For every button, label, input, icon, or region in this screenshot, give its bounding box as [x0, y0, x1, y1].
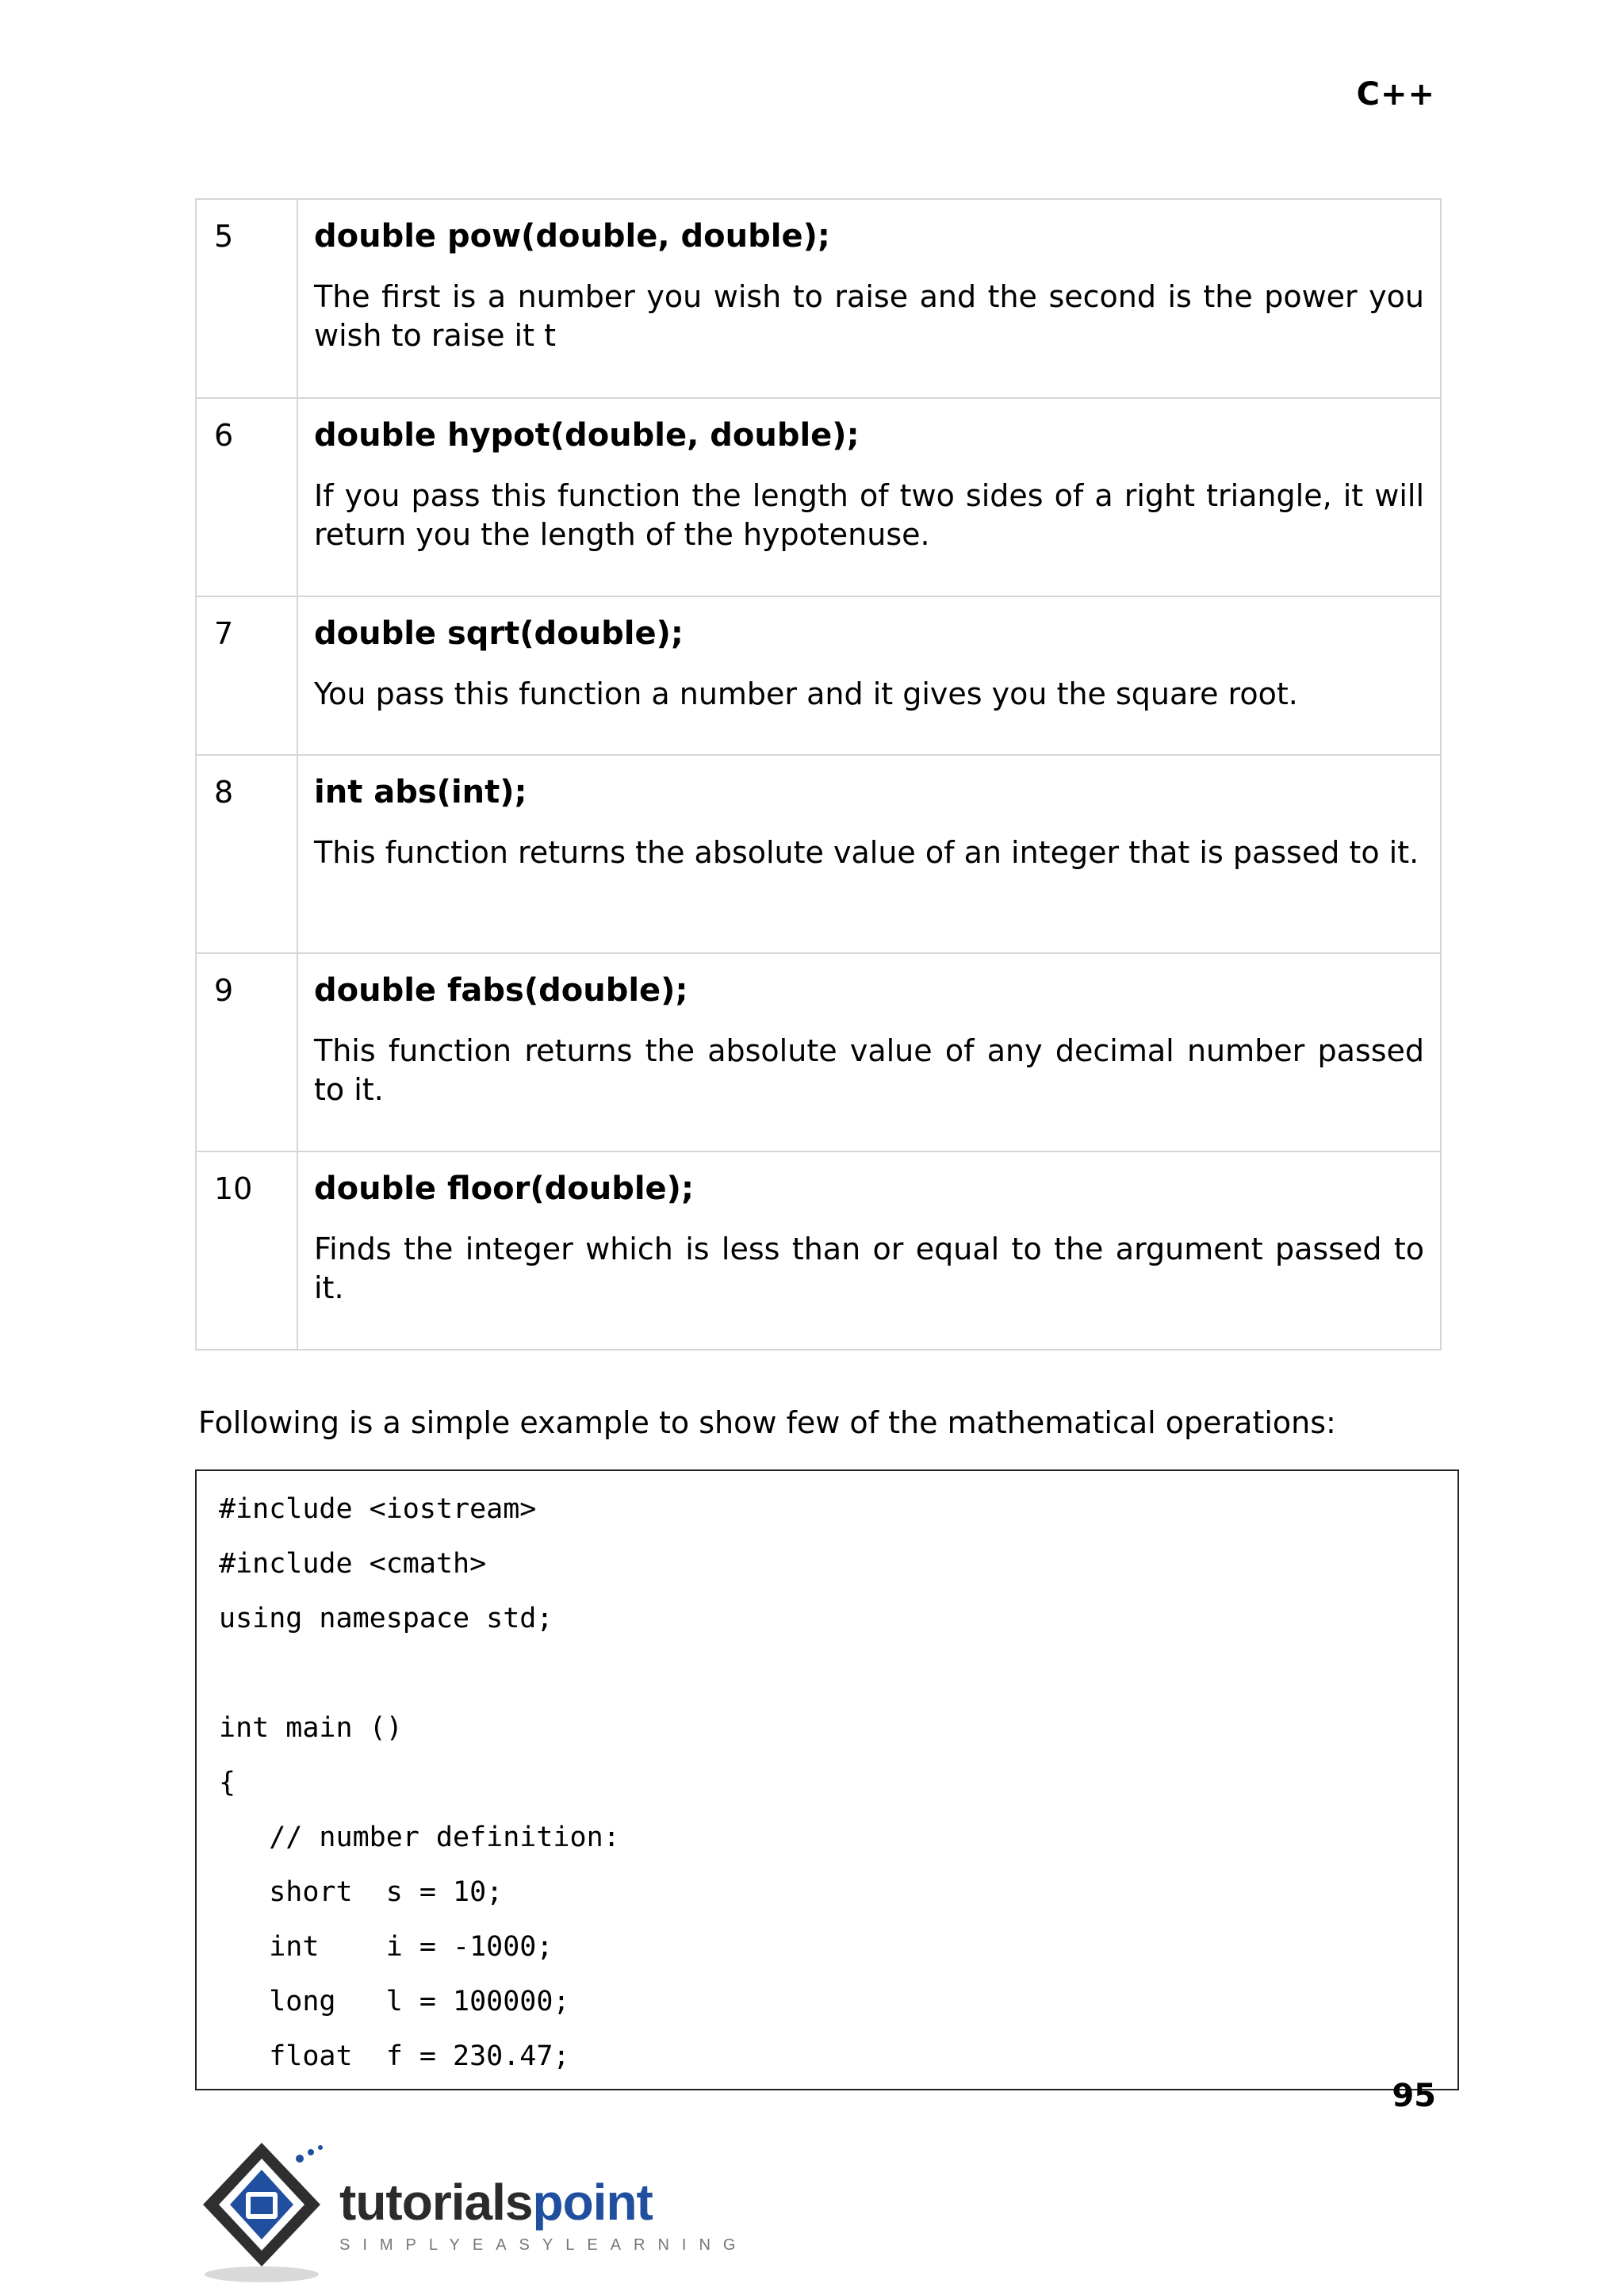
code-line: {	[219, 1767, 236, 1799]
logo-diamond-icon	[195, 2135, 354, 2285]
code-line: using namespace std;	[219, 1603, 553, 1634]
function-signature: double pow(double, double);	[314, 218, 830, 255]
function-signature: int abs(int);	[314, 774, 527, 810]
table-row	[196, 596, 1441, 755]
table-row	[196, 398, 1441, 596]
row-number: 6	[196, 398, 297, 596]
function-description: If you pass this function the length of two sides of a right triangle, it will return you the length of the hypotenuse.	[314, 478, 1424, 552]
function-signature: double sqrt(double);	[314, 615, 684, 652]
logo-tagline: SIMPLYEASYLEARNING	[339, 2236, 749, 2254]
table-row	[196, 755, 1441, 953]
row-number: 5	[196, 199, 297, 398]
code-line: int main ()	[219, 1712, 403, 1744]
function-signature: double floor(double);	[314, 1170, 694, 1207]
row-number: 10	[196, 1151, 297, 1350]
function-signature: double hypot(double, double);	[314, 417, 860, 454]
intro-text: Following is a simple example to show few of the mathematical operations:	[198, 1405, 1336, 1440]
table-row	[196, 953, 1441, 1151]
function-cell	[297, 1151, 1441, 1350]
function-cell	[297, 596, 1441, 755]
code-line: #include <iostream>	[219, 1493, 537, 1525]
function-description: Finds the integer which is less than or equal to the argument passed to it.	[314, 1232, 1424, 1305]
function-cell	[297, 398, 1441, 596]
math-functions-table	[195, 198, 1442, 1351]
code-line: #include <cmath>	[219, 1548, 487, 1580]
function-cell	[297, 755, 1441, 953]
code-line: // number definition:	[219, 1822, 620, 1853]
table-row	[196, 199, 1441, 398]
code-block	[195, 1469, 1459, 2090]
function-description: This function returns the absolute value of any decimal number passed to it.	[314, 1033, 1424, 1107]
code-line: short s = 10;	[219, 1876, 504, 1908]
logo-wordmark	[339, 2173, 653, 2232]
code-line	[219, 1653, 1457, 1707]
row-number: 9	[196, 953, 297, 1151]
function-signature: double fabs(double);	[314, 972, 688, 1009]
row-number: 7	[196, 596, 297, 755]
function-cell	[297, 199, 1441, 398]
code-line: long l = 100000;	[219, 1986, 570, 2017]
logo-word-tutorials: tutorials	[339, 2174, 533, 2231]
table-row	[196, 1151, 1441, 1350]
function-cell	[297, 953, 1441, 1151]
function-description: The first is a number you wish to raise and the second is the power you wish to raise it t	[314, 279, 1424, 353]
header-title: C++	[1356, 76, 1435, 113]
function-description: You pass this function a number and it gives you the square root.	[314, 676, 1298, 711]
page-number: 95	[1392, 2078, 1436, 2114]
row-number: 8	[196, 755, 297, 953]
function-description: This function returns the absolute value of an integer that is passed to it.	[314, 835, 1419, 870]
tutorialspoint-logo	[195, 2135, 749, 2285]
logo-word-point: point	[532, 2174, 653, 2231]
code-line: int i = -1000;	[219, 1931, 553, 1963]
code-line: float f = 230.47;	[219, 2040, 570, 2072]
